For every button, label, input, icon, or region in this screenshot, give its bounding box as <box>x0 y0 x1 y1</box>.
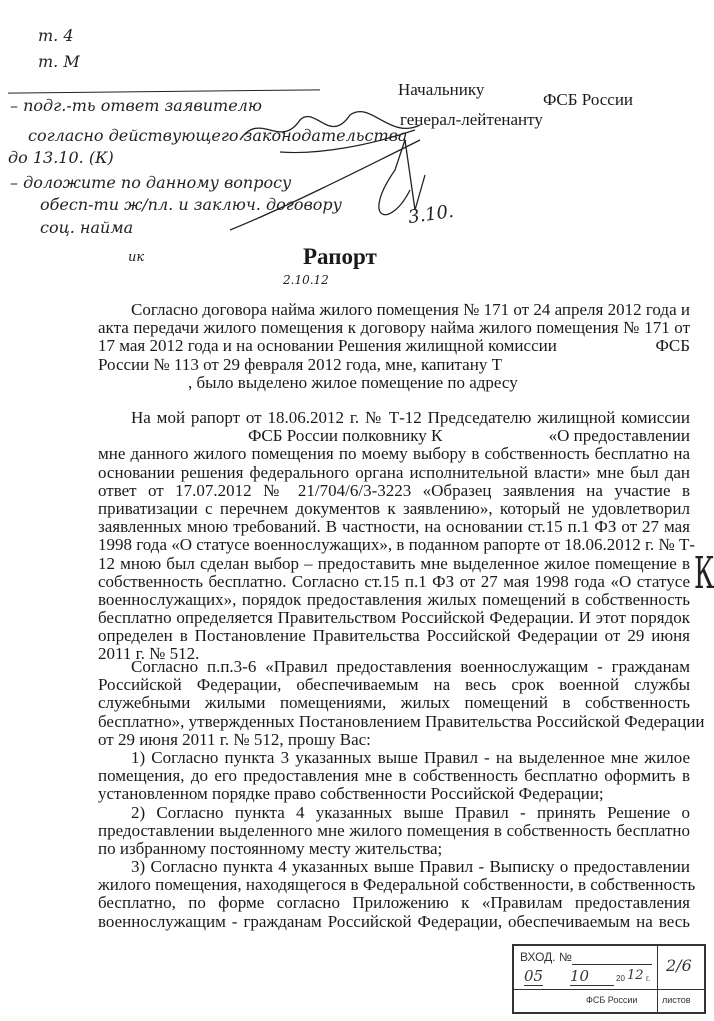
receipt-date: 2.10.12 <box>283 273 329 287</box>
text-line: бесплатно определяется Правительством Российской Федерации. И этот порядок <box>98 608 690 628</box>
resolution-line: согласно действующего законодательства <box>28 126 408 145</box>
text-line: На мой рапорт от 18.06.2012 г. № Т-12 Председателю жилищной комиссии <box>131 408 690 427</box>
list-item-line: 2) Согласно пункта 4 указанных выше Правил - принять Решение о <box>131 802 690 822</box>
list-item-line: 3) Согласно пункта 4 указанных выше Правил - Выписку о предоставлении <box>131 857 690 877</box>
text-line: 1998 года «О статусе военнослужащих», в поданном рапорте от 18.06.2012 г. № Т- <box>98 535 696 555</box>
text-line: Согласно п.п.3-6 «Правил предоставления военнослужащим - гражданам <box>131 657 690 676</box>
margin-mark: К <box>694 548 714 599</box>
text-line: основании решения федерального органа исполнительной власти» мне был дан <box>98 462 690 482</box>
text-line: служебными жилыми помещениями, жилых помещений в собственность <box>98 693 690 713</box>
stamp-year-suffix: г. <box>646 974 651 983</box>
list-item-line: установленном порядке право собственности Российской Федерации; <box>98 784 604 804</box>
text-line: ответ от 17.07.2012 № 21/704/6/3-3223 «Образец заявления на участие в <box>98 480 690 500</box>
list-item-line: бесплатно, по форме согласно Приложению к «Правилам предоставления <box>98 893 690 913</box>
handwritten-note: т. М <box>38 52 80 71</box>
resolution-divider <box>8 89 320 93</box>
text-line: военнослужащих», порядок предоставления жилых помещений в собственность <box>98 589 690 609</box>
handwritten-note: т. 4 <box>38 26 74 45</box>
text-line: Российской Федерации, обеспечиваемым на весь срок военной службы <box>98 675 690 695</box>
stamp-label: ВХОД. № <box>520 950 572 964</box>
paragraph-1 <box>98 301 690 392</box>
stamp-month: 10 <box>570 967 614 986</box>
resolution-line: – подг.-ть ответ заявителю <box>10 96 262 115</box>
text-line: мне данного жилого помещения по моему выбору в собственность бесплатно на <box>98 444 690 464</box>
stamp-org: ФСБ России <box>586 995 638 1005</box>
list-item-line: 1) Согласно пункта 3 указанных выше Правил - на выделенное мне жилое <box>131 747 690 767</box>
stamp-divider <box>657 946 658 1012</box>
text-line: акта передачи жилого помещения к договору найма жилого помещения № 171 от <box>98 318 690 338</box>
text-span: «О предоставлении <box>548 426 690 446</box>
text-line: 2011 г. № 512. <box>98 644 200 664</box>
resolution-line: до 13.10. (К) <box>8 148 114 167</box>
signature-icon <box>220 100 430 240</box>
text-span: ФСБ <box>655 336 690 356</box>
text-line: собственность бесплатно. Согласно ст.15 п.1 ФЗ от 27 мая 1998 года «О статусе <box>98 571 690 591</box>
stamp-number-line <box>572 964 652 965</box>
addressee-rank: генерал-лейтенанту <box>400 110 543 129</box>
resolution-line: – доложите по данному вопросу <box>10 173 292 192</box>
list-item-line: предоставлении выделенного мне жилого помещения в собственность бесплатно <box>98 820 690 840</box>
text-line: от 29 июня 2011 г. № 512, прошу Вас: <box>98 729 371 749</box>
text-line: бесплатно», утвержденных Постановлением Правительства Российской Федерации <box>98 711 705 731</box>
resolution-date: 3.10. <box>406 200 456 229</box>
text-line: России № 113 от 29 февраля 2012 года, мне, капитану Т <box>98 354 502 374</box>
paragraph-2 <box>98 408 696 664</box>
text-span: 17 мая 2012 года и на основании Решения жилищной комиссии <box>98 336 557 356</box>
incoming-stamp <box>512 944 706 1014</box>
text-line: заявленных мною требований. В частности, на основании ст.15 п.1 ФЗ от 27 мая <box>98 517 690 537</box>
handwritten-initials: ик <box>128 250 145 265</box>
text-line: , было выделено жилое помещение по адресу <box>188 372 518 392</box>
text-line <box>98 427 690 445</box>
addressee-org: ФСБ России <box>543 90 634 109</box>
text-line: 12 мною был сделан выбор – предоставить мне выделенное жилое помещение в <box>98 553 690 573</box>
document-title: Рапорт <box>303 244 377 269</box>
text-line: определен в Постановление Правительства Российской Федерации от 29 июня <box>98 626 690 646</box>
paragraph-3 <box>98 657 705 931</box>
text-line <box>98 337 690 355</box>
list-item-line: по избранному постоянному месту жительства; <box>98 838 443 858</box>
stamp-divider <box>514 989 704 990</box>
stamp-year-prefix: 20 <box>616 974 625 983</box>
stamp-sheets-label: листов <box>662 995 691 1005</box>
list-item-line: жилого помещения, находящегося в Федеральной собственности, в собственность <box>98 875 696 895</box>
list-item-line: военнослужащим - гражданам Российской Федерации, обеспечиваемым на весь <box>98 911 690 931</box>
text-line: приватизации с перечнем документов к заявлению», который не удовлетворил <box>98 498 690 518</box>
stamp-sheets-value: 2/6 <box>666 956 692 975</box>
text-line: Согласно договора найма жилого помещения № 171 от 24 апреля 2012 года и <box>131 300 690 319</box>
addressee-title: Начальнику <box>398 80 485 99</box>
resolution-line: обесп-ти ж/пл. и заключ. договору <box>40 195 342 214</box>
text-span: ФСБ России полковнику К <box>248 426 443 446</box>
stamp-day: 05 <box>524 967 544 985</box>
stamp-year: 12 <box>627 968 644 983</box>
resolution-line: соц. найма <box>40 218 134 237</box>
list-item-line: помещения, до его предоставления мне в собственность бесплатно оформить в <box>98 766 690 786</box>
